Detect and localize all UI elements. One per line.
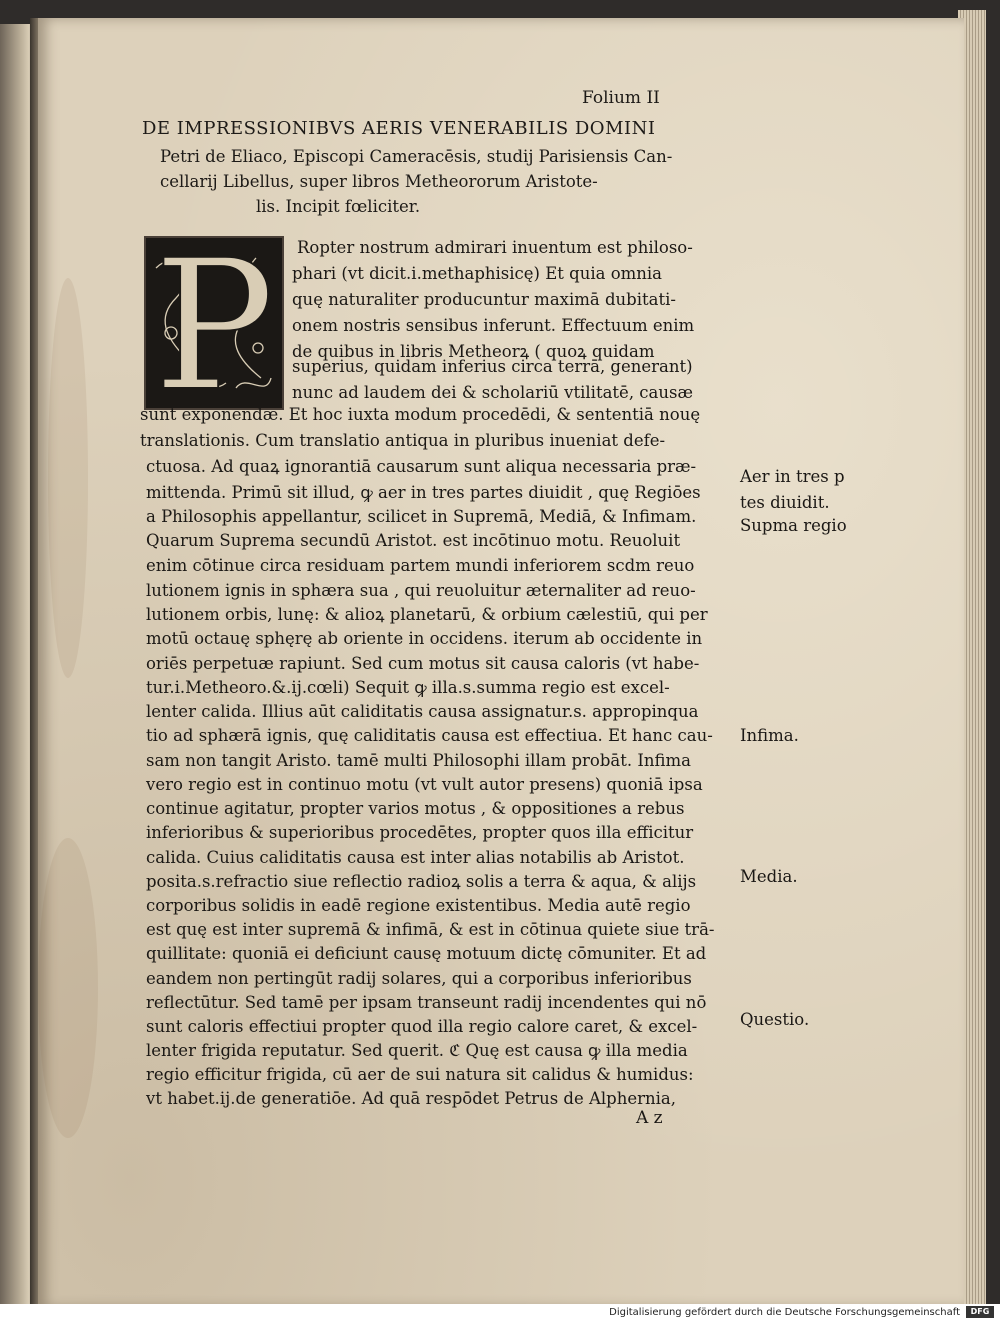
body-line: nunc ad laudem dei & scholariū vtilitatē, causæ — [292, 383, 693, 402]
body-line: tio ad sphærā ignis, quę caliditatis causa est effectiua. Et hanc cau- — [146, 726, 713, 745]
body-line: ctuosa. Ad quaꝝ ignorantiā causarum sunt aliqua necessaria præ- — [146, 457, 697, 476]
body-line: corporibus solidis in eadē regione existentibus. Media autē regio — [146, 896, 691, 915]
body-line: a Philosophis appellantur, scilicet in Supremā, Mediā, & Infimam. — [146, 507, 697, 526]
body-line: Quarum Suprema secundū Aristot. est incōtinuo motu. Reuoluit — [146, 531, 681, 550]
body-line: est quę est inter supremā & infimā, & est in cōtinua quiete siue trā- — [146, 920, 715, 939]
body-line: lenter calida. Illius aūt caliditatis causa assignatur.s. appropinqua — [146, 702, 699, 721]
decorated-initial-icon — [146, 238, 282, 408]
subtitle-line: Petri de Eliaco, Episcopi Cameracēsis, studij Parisiensis Can- — [160, 147, 673, 166]
body-line: lutionem ignis in sphæra sua , qui reuoluitur æternaliter ad reuo- — [146, 581, 696, 600]
body-line: de quibus in libris Metheorꝝ ( quoꝝ quidam — [292, 342, 655, 361]
dfg-logo-icon: DFG — [966, 1306, 994, 1318]
body-line: oriēs perpetuæ rapiunt. Sed cum motus sit causa caloris (vt habe- — [146, 654, 700, 673]
body-line: lutionem orbis, lunę: & alioꝝ planetarū, & orbium cælestiū, qui per — [146, 605, 708, 624]
body-line: calida. Cuius caliditatis causa est inter alias notabilis ab Aristot. — [146, 848, 685, 867]
body-line: inferioribus & superioribus procedētes, propter quos illa efficitur — [146, 823, 694, 842]
footer-credit: Digitalisierung gefördert durch die Deutsche Forschungsgemeinschaft — [609, 1307, 960, 1318]
paper-stain — [38, 838, 98, 1138]
margin-note: Questio. — [740, 1010, 810, 1029]
margin-note: tes diuidit. — [740, 493, 830, 512]
body-line: quillitate: quoniā ei deficiunt causę motuum dictę cōmuniter. Et ad — [146, 944, 707, 963]
margin-note: Infima. — [740, 726, 799, 745]
body-line: phari (vt dicit.i.methaphisicę) Et quia omnia — [292, 264, 663, 283]
body-line: sunt exponendæ. Et hoc iuxta modum procedēdi, & sententiā nouę — [140, 405, 701, 424]
body-line: mittenda. Primū sit illud, ꝙ aer in tres partes diuidit , quę Regiōes — [146, 483, 701, 502]
subtitle-line: cellarij Libellus, super libros Metheororum Aristote- — [160, 172, 598, 191]
body-line: vero regio est in continuo motu (vt vult autor presens) quoniā ipsa — [146, 775, 703, 794]
body-line: vt habet.ij.de generatiōe. Ad quā respōdet Petrus de Alphernia, — [146, 1089, 676, 1108]
margin-note: Supma regio — [740, 516, 847, 535]
body-line: sam non tangit Aristo. tamē multi Philosophi illam probāt. Infima — [146, 751, 691, 770]
body-line: sunt caloris effectiui propter quod illa regio calore caret, & excel- — [146, 1017, 698, 1036]
body-line: enim cōtinue circa residuam partem mundi inferiorem scdm reuo — [146, 556, 695, 575]
body-line: reflectūtur. Sed tamē per ipsam transeunt radij incendentes qui nō — [146, 993, 707, 1012]
body-line: quę naturaliter producuntur maximā dubitati- — [292, 290, 676, 309]
body-line: lenter frigida reputatur. Sed querit. ℭ Quę est causa ꝙ illa media — [146, 1041, 688, 1060]
signature-mark: A z — [636, 1108, 663, 1128]
body-line: regio efficitur frigida, cū aer de sui natura sit calidus & humidus: — [146, 1065, 694, 1084]
initial-letter: P — [153, 238, 275, 408]
body-line: onem nostris sensibus inferunt. Effectuum enim — [292, 316, 695, 335]
body-line: superius, quidam inferius circa terrā, generant) — [292, 357, 693, 376]
body-line: translationis. Cum translatio antiqua in pluribus inueniat defe- — [140, 431, 666, 450]
folio-number: Folium II — [582, 88, 660, 108]
body-line: tur.i.Metheoro.&.ij.cœli) Sequit ꝙ illa.s.summa regio est excel- — [146, 678, 670, 697]
body-line: Ropter nostrum admirari inuentum est philoso- — [297, 238, 693, 257]
margin-note: Aer in tres p — [740, 467, 845, 486]
page-title: DE IMPRESSIONIBVS AERIS VENERABILIS DOMINI — [142, 118, 656, 139]
body-line: posita.s.refractio siue reflectio radioꝝ solis a terra & aqua, & alijs — [146, 872, 697, 891]
margin-note: Media. — [740, 867, 798, 886]
decorated-initial — [146, 238, 282, 408]
subtitle-line: lis. Incipit fœliciter. — [256, 197, 421, 216]
body-line: continue agitatur, propter varios motus , & oppositiones a rebus — [146, 799, 685, 818]
body-line: motū octauę sphęrę ab oriente in occidens. iterum ab occidente in — [146, 629, 703, 648]
paper-stain — [48, 278, 88, 678]
body-line: eandem non pertingūt radij solares, qui a corporibus inferioribus — [146, 969, 692, 988]
